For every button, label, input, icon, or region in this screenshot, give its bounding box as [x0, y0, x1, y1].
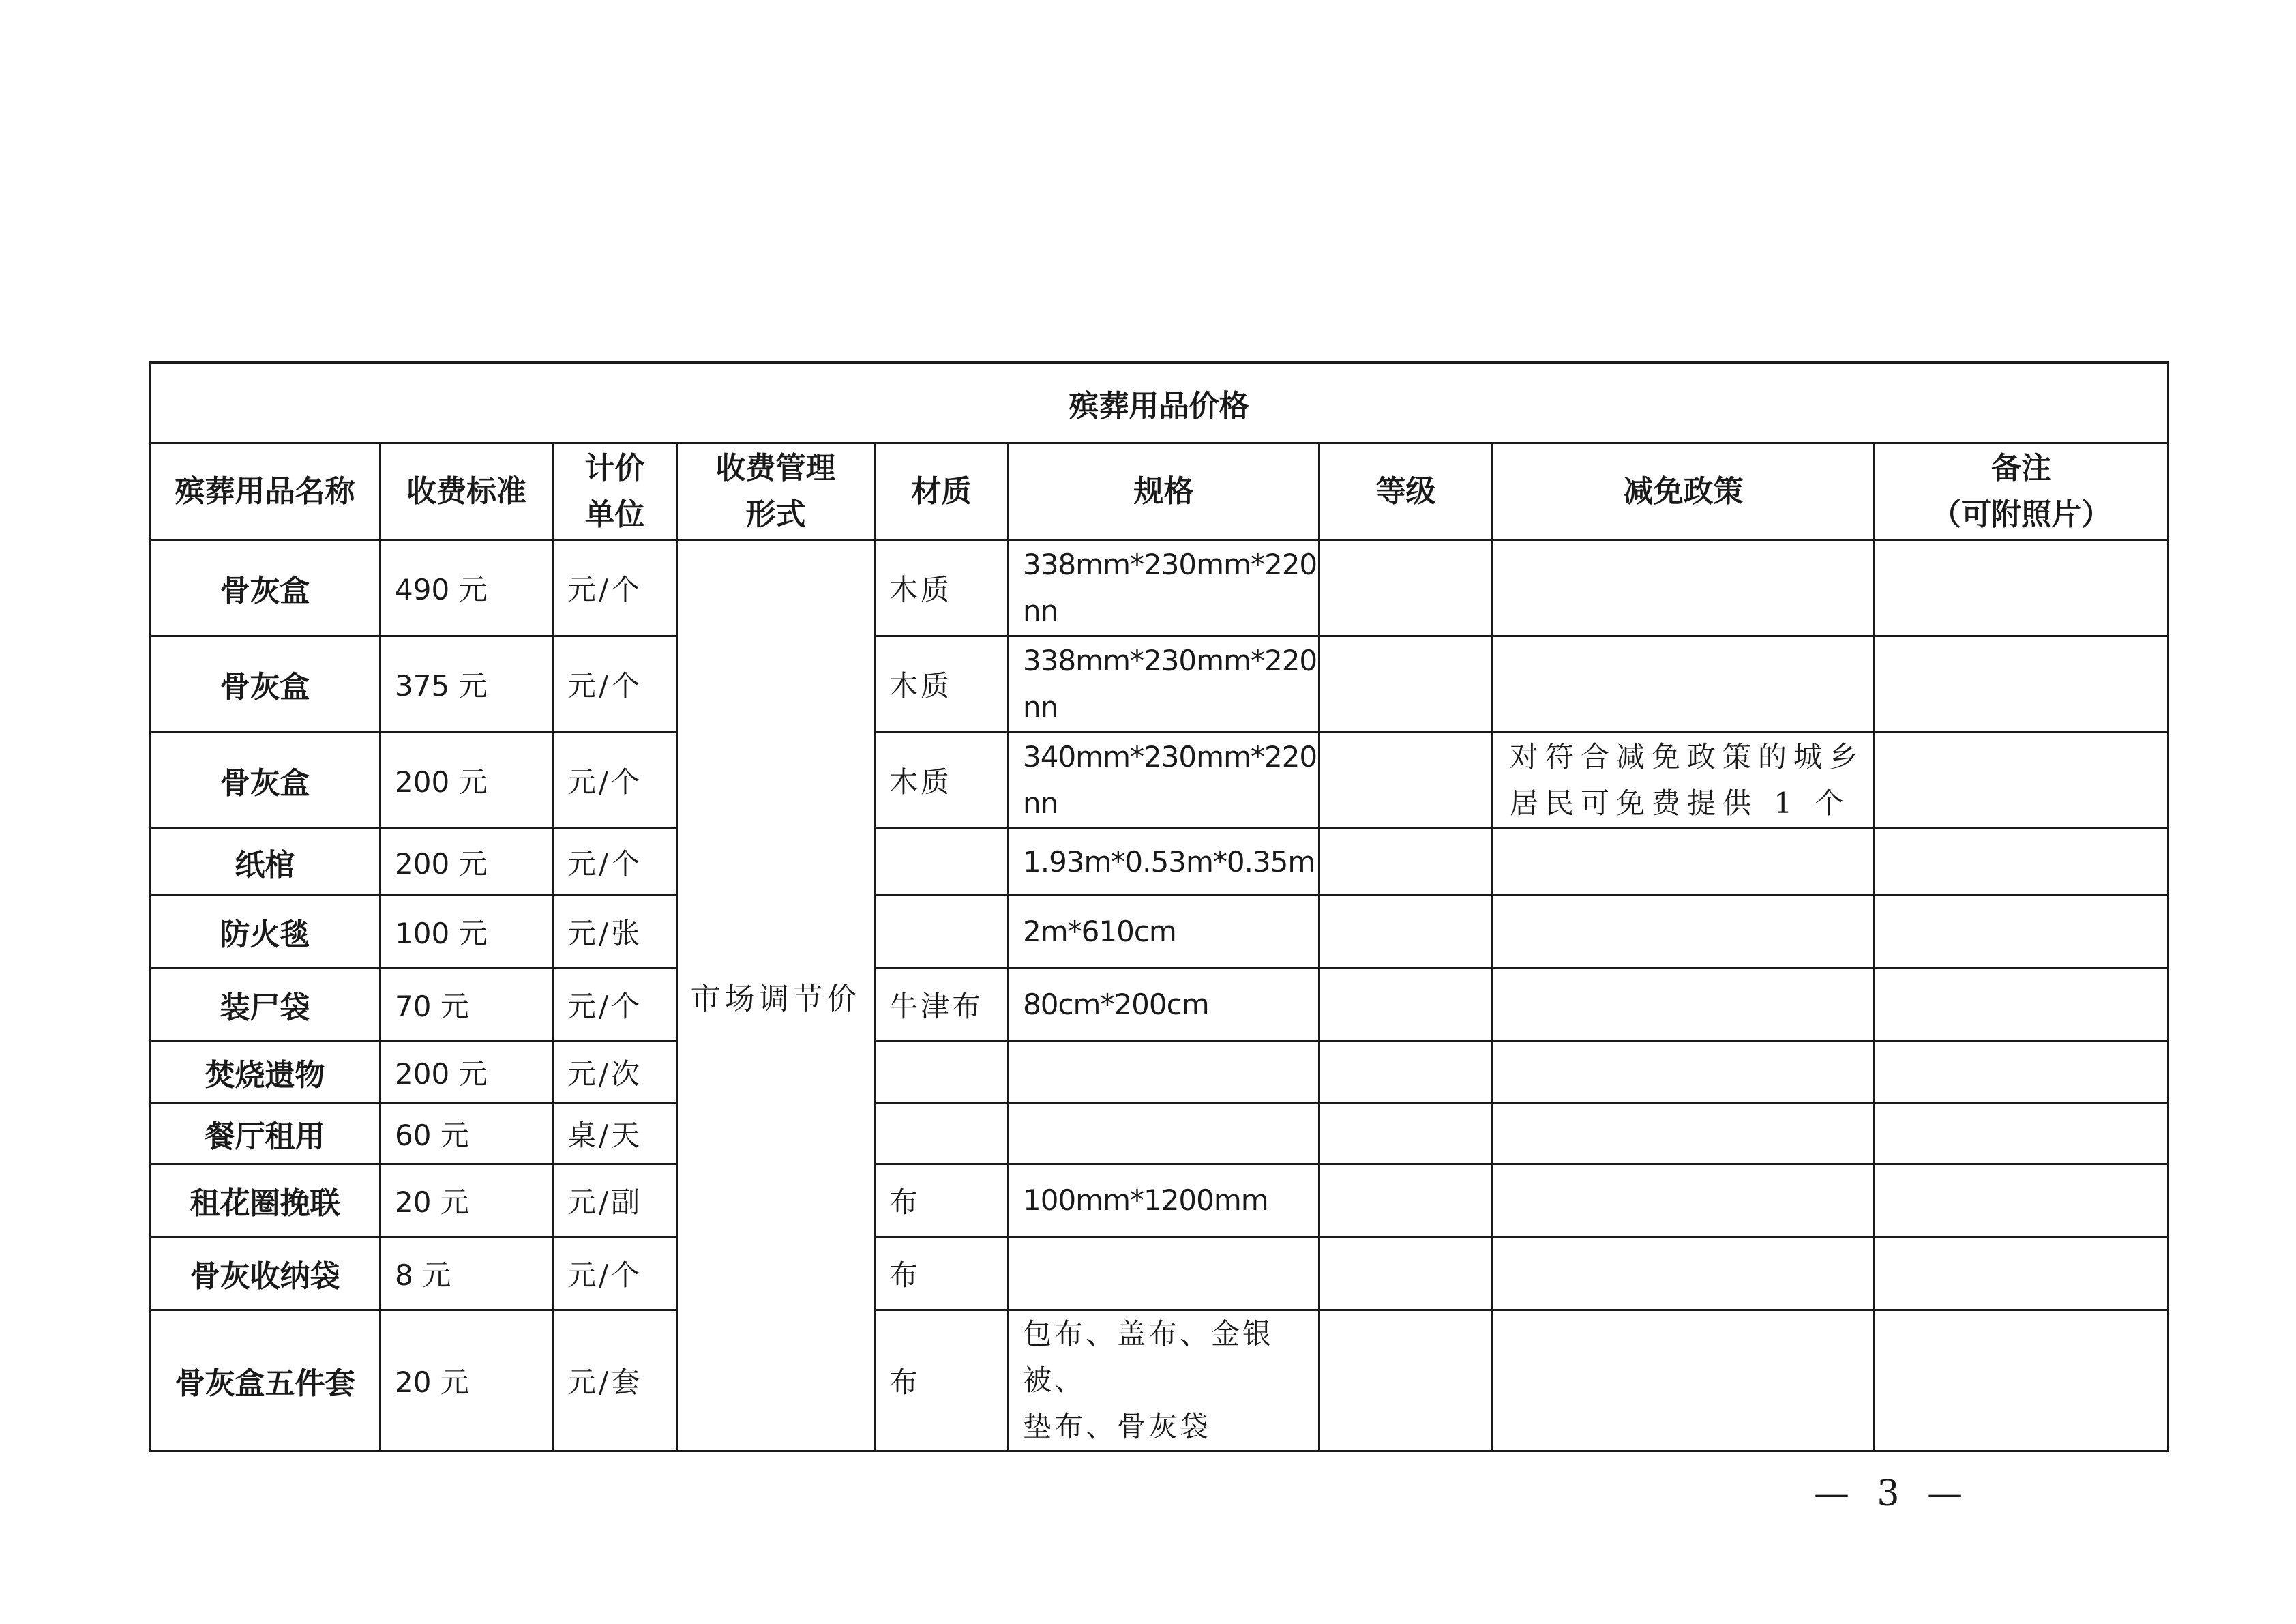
item-remark — [1875, 969, 2168, 1042]
item-spec-line2: 垫布、骨灰袋 — [1023, 1410, 1212, 1443]
item-name: 焚烧遗物 — [150, 1042, 381, 1103]
item-grade — [1320, 829, 1493, 896]
item-remark — [1875, 1237, 2168, 1310]
header-unit — [553, 443, 677, 540]
table-row — [150, 1237, 2168, 1310]
item-policy — [1493, 896, 1875, 969]
item-grade — [1320, 540, 1493, 636]
header-remark-line1: 备注 — [1991, 450, 2052, 486]
item-fee: 200 元 — [381, 829, 553, 896]
item-policy-line2: 居民可免费提供 1 个 — [1510, 786, 1851, 820]
item-material: 木质 — [875, 733, 1009, 829]
item-material: 布 — [875, 1310, 1009, 1451]
item-spec — [1009, 829, 1320, 896]
item-spec-line2: nn — [1023, 690, 1058, 724]
table-row — [150, 1310, 2168, 1451]
table-row — [150, 896, 2168, 969]
item-unit: 元/副 — [553, 1164, 677, 1237]
header-mgmt-line2: 形式 — [745, 497, 806, 532]
item-name: 纸棺 — [150, 829, 381, 896]
item-unit: 元/个 — [553, 733, 677, 829]
item-remark — [1875, 733, 2168, 829]
item-policy — [1493, 829, 1875, 896]
item-unit: 元/个 — [553, 540, 677, 636]
item-spec — [1009, 733, 1320, 829]
header-unit-line1: 计价 — [584, 450, 645, 486]
item-fee: 8 元 — [381, 1237, 553, 1310]
item-grade — [1320, 896, 1493, 969]
item-spec — [1009, 1164, 1320, 1237]
item-grade — [1320, 1042, 1493, 1103]
item-remark — [1875, 1042, 2168, 1103]
funeral-supplies-price-table — [149, 361, 2169, 1452]
item-fee: 200 元 — [381, 733, 553, 829]
item-spec — [1009, 1237, 1320, 1310]
table-row — [150, 1042, 2168, 1103]
header-policy: 减免政策 — [1493, 443, 1875, 540]
table-title-row — [150, 363, 2168, 443]
item-spec — [1009, 636, 1320, 733]
item-unit: 元/套 — [553, 1310, 677, 1451]
item-remark — [1875, 1103, 2168, 1164]
item-unit: 桌/天 — [553, 1103, 677, 1164]
item-fee: 60 元 — [381, 1103, 553, 1164]
item-spec-line2: nn — [1023, 786, 1058, 820]
item-policy — [1493, 1237, 1875, 1310]
table-row — [150, 1103, 2168, 1164]
item-spec-line1: 340mm*230mm*220 — [1023, 740, 1317, 773]
item-grade — [1320, 969, 1493, 1042]
item-spec — [1009, 969, 1320, 1042]
item-fee: 375 元 — [381, 636, 553, 733]
table-row — [150, 733, 2168, 829]
item-name: 骨灰盒 — [150, 636, 381, 733]
table-row — [150, 829, 2168, 896]
item-unit: 元/个 — [553, 829, 677, 896]
item-material: 木质 — [875, 540, 1009, 636]
item-unit: 元/个 — [553, 636, 677, 733]
item-material — [875, 1042, 1009, 1103]
header-remark-line2: （可附照片） — [1931, 497, 2112, 532]
item-spec-line1: 80cm*200cm — [1023, 988, 1209, 1021]
item-fee: 490 元 — [381, 540, 553, 636]
item-grade — [1320, 1103, 1493, 1164]
item-spec-line1: 100mm*1200mm — [1023, 1183, 1268, 1217]
item-remark — [1875, 540, 2168, 636]
item-fee: 100 元 — [381, 896, 553, 969]
item-policy — [1493, 1103, 1875, 1164]
item-remark — [1875, 829, 2168, 896]
item-policy — [1493, 540, 1875, 636]
item-grade — [1320, 733, 1493, 829]
item-policy — [1493, 1042, 1875, 1103]
item-name: 租花圈挽联 — [150, 1164, 381, 1237]
item-policy — [1493, 1310, 1875, 1451]
item-fee: 20 元 — [381, 1310, 553, 1451]
item-fee: 70 元 — [381, 969, 553, 1042]
table-title: 殡葬用品价格 — [150, 363, 2168, 443]
item-policy — [1493, 636, 1875, 733]
management-form: 市场调节价 — [677, 540, 875, 1451]
item-grade — [1320, 1237, 1493, 1310]
item-policy — [1493, 733, 1875, 829]
item-remark — [1875, 636, 2168, 733]
item-material: 牛津布 — [875, 969, 1009, 1042]
item-spec-line1: 包布、盖布、金银被、 — [1023, 1317, 1274, 1397]
header-fee: 收费标准 — [381, 443, 553, 540]
item-material — [875, 896, 1009, 969]
item-spec — [1009, 1103, 1320, 1164]
item-unit: 元/张 — [553, 896, 677, 969]
item-name: 骨灰盒五件套 — [150, 1310, 381, 1451]
item-material: 布 — [875, 1164, 1009, 1237]
item-spec — [1009, 896, 1320, 969]
table-row — [150, 969, 2168, 1042]
table-row — [150, 540, 2168, 636]
header-mgmt-line1: 收费管理 — [715, 450, 836, 486]
item-unit: 元/个 — [553, 1237, 677, 1310]
item-name: 骨灰收纳袋 — [150, 1237, 381, 1310]
item-name: 装尸袋 — [150, 969, 381, 1042]
item-unit: 元/个 — [553, 969, 677, 1042]
item-name: 餐厅租用 — [150, 1103, 381, 1164]
item-spec-line1: 338mm*230mm*220 — [1023, 548, 1317, 581]
item-grade — [1320, 1310, 1493, 1451]
table-header-row — [150, 443, 2168, 540]
item-fee: 200 元 — [381, 1042, 553, 1103]
header-management-form — [677, 443, 875, 540]
table-row — [150, 636, 2168, 733]
item-spec — [1009, 1042, 1320, 1103]
item-spec-line1: 1.93m*0.53m*0.35m — [1023, 844, 1315, 879]
item-spec-line1: 338mm*230mm*220 — [1023, 644, 1317, 677]
item-spec-line2: nn — [1023, 594, 1058, 628]
header-grade: 等级 — [1320, 443, 1493, 540]
item-remark — [1875, 1310, 2168, 1451]
header-unit-line2: 单位 — [584, 497, 645, 532]
header-name: 殡葬用品名称 — [150, 443, 381, 540]
item-material — [875, 1103, 1009, 1164]
item-spec-line1: 2m*610cm — [1023, 915, 1176, 948]
item-name: 防火毯 — [150, 896, 381, 969]
header-material: 材质 — [875, 443, 1009, 540]
item-fee: 20 元 — [381, 1164, 553, 1237]
item-material: 木质 — [875, 636, 1009, 733]
item-spec — [1009, 1310, 1320, 1451]
item-material: 布 — [875, 1237, 1009, 1310]
header-remark — [1875, 443, 2168, 540]
item-unit: 元/次 — [553, 1042, 677, 1103]
item-grade — [1320, 1164, 1493, 1237]
item-spec — [1009, 540, 1320, 636]
item-policy-line1: 对符合减免政策的城乡 — [1510, 740, 1865, 773]
header-spec: 规格 — [1009, 443, 1320, 540]
page-number: — 3 — — [1814, 1473, 1971, 1514]
item-remark — [1875, 896, 2168, 969]
item-name: 骨灰盒 — [150, 540, 381, 636]
item-grade — [1320, 636, 1493, 733]
item-policy — [1493, 969, 1875, 1042]
item-material — [875, 829, 1009, 896]
item-name: 骨灰盒 — [150, 733, 381, 829]
item-policy — [1493, 1164, 1875, 1237]
table-row — [150, 1164, 2168, 1237]
item-remark — [1875, 1164, 2168, 1237]
